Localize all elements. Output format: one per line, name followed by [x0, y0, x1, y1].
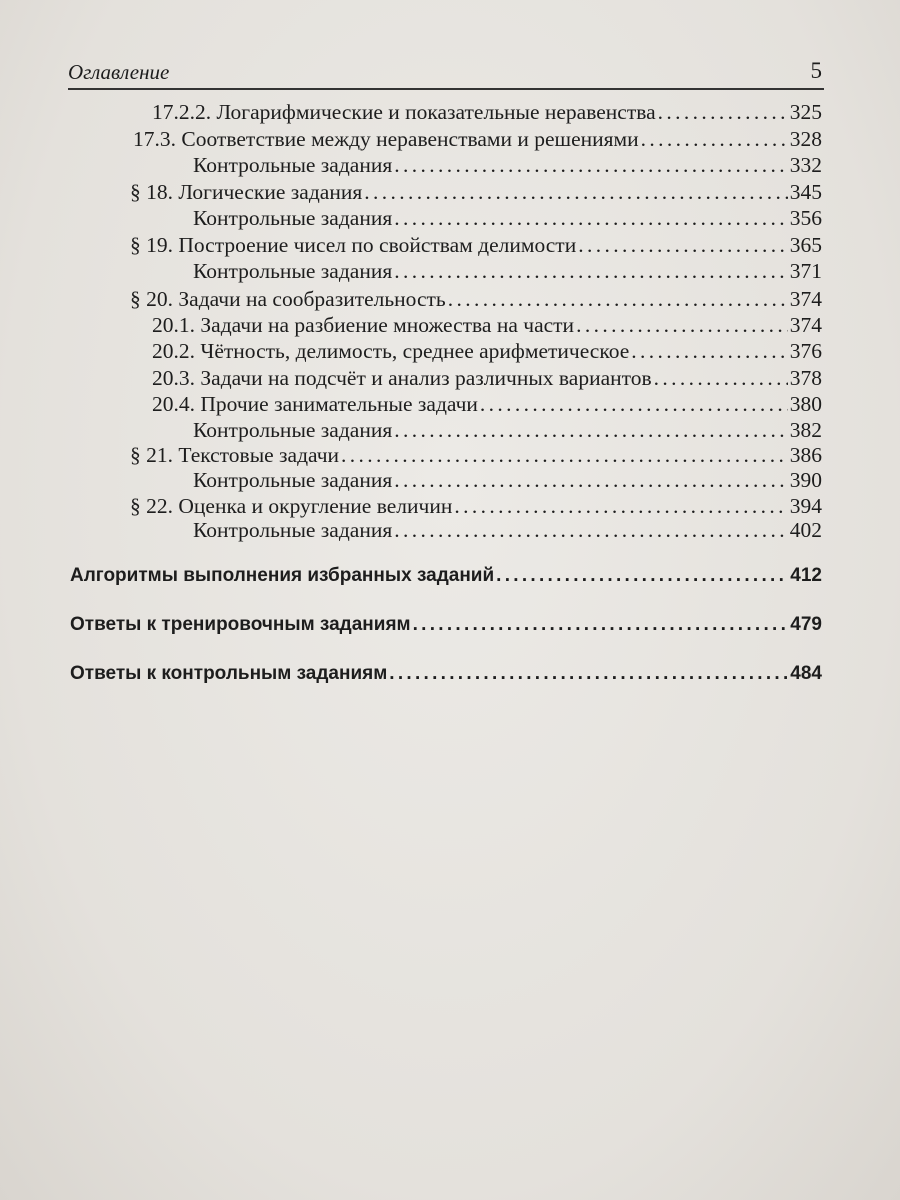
toc-major-entry — [70, 663, 822, 689]
toc-page: 394 — [789, 494, 822, 518]
dot-leader — [631, 339, 787, 364]
dot-leader — [394, 206, 788, 231]
toc-entry — [152, 392, 822, 418]
toc-page: 332 — [789, 153, 822, 177]
page-number: 5 — [810, 58, 822, 83]
dot-leader — [364, 180, 788, 205]
toc-page: 356 — [789, 206, 822, 230]
toc-entry — [193, 468, 822, 494]
toc-page: 371 — [789, 259, 822, 283]
toc-page: 479 — [790, 614, 822, 635]
toc-page: 484 — [790, 663, 822, 684]
toc-page: 376 — [789, 339, 822, 363]
toc-page: 378 — [789, 366, 822, 390]
toc-label: Контрольные задания — [193, 518, 393, 542]
running-header — [68, 58, 824, 90]
toc-page: 325 — [789, 100, 822, 124]
toc-label: Ответы к контрольным заданиям — [70, 663, 388, 684]
toc-page: 390 — [789, 468, 822, 492]
toc-page: 345 — [789, 180, 822, 204]
toc-page: 382 — [789, 418, 822, 442]
toc-entry — [130, 233, 822, 259]
toc-label: § 21. Текстовые задачи — [130, 443, 340, 467]
dot-leader — [658, 100, 788, 125]
dot-leader — [454, 494, 787, 519]
dot-leader — [480, 392, 788, 417]
toc-entry — [152, 100, 822, 126]
dot-leader — [576, 313, 788, 338]
dot-leader — [413, 614, 789, 636]
dot-leader — [394, 518, 788, 543]
toc-page: 374 — [789, 287, 822, 311]
toc-label: § 22. Оценка и округление величин — [130, 494, 453, 518]
toc-label: § 19. Построение чисел по свойствам делимости — [130, 233, 577, 257]
toc-page: 402 — [789, 518, 822, 542]
dot-leader — [394, 259, 788, 284]
dot-leader — [654, 366, 788, 391]
toc-entry — [130, 287, 822, 313]
toc-label: Контрольные задания — [193, 468, 393, 492]
toc-page: 386 — [789, 443, 822, 467]
toc-label: § 18. Логические задания — [130, 180, 363, 204]
toc-page: 365 — [789, 233, 822, 257]
toc-label: Ответы к тренировочным заданиям — [70, 614, 411, 635]
toc-entry — [152, 313, 822, 339]
dot-leader — [641, 127, 788, 152]
toc-entry — [193, 418, 822, 444]
toc-label: 17.3. Соответствие между неравенствами и решениями — [133, 127, 639, 151]
toc-label: 20.3. Задачи на подсчёт и анализ различных вариантов — [152, 366, 652, 390]
toc-label: 20.2. Чётность, делимость, среднее арифметическое — [152, 339, 630, 363]
toc-entry — [193, 153, 822, 179]
toc-entry — [130, 443, 822, 469]
toc-page: 328 — [789, 127, 822, 151]
toc-label: 20.4. Прочие занимательные задачи — [152, 392, 478, 416]
header-title: Оглавление — [68, 60, 170, 84]
toc-label: Контрольные задания — [193, 153, 393, 177]
dot-leader — [389, 663, 788, 685]
dot-leader — [394, 153, 788, 178]
toc-label: 20.1. Задачи на разбиение множества на части — [152, 313, 575, 337]
toc-entry — [130, 180, 822, 206]
dot-leader — [394, 418, 788, 443]
toc-entry — [193, 259, 822, 285]
dot-leader — [578, 233, 788, 258]
toc-entry — [130, 494, 822, 520]
toc-page: 380 — [789, 392, 822, 416]
toc-entry — [152, 339, 822, 365]
toc-entry — [193, 206, 822, 232]
toc-major-entry — [70, 565, 822, 591]
dot-leader — [448, 287, 788, 312]
dot-leader — [394, 468, 788, 493]
toc-entry — [193, 518, 822, 544]
toc-label: § 20. Задачи на сообразительность — [130, 287, 446, 311]
toc-label: Контрольные задания — [193, 418, 393, 442]
toc-label: Контрольные задания — [193, 259, 393, 283]
toc-page: 412 — [790, 565, 822, 586]
toc-entry — [133, 127, 822, 153]
toc-label: 17.2.2. Логарифмические и показательные неравенства — [152, 100, 656, 124]
dot-leader — [496, 565, 788, 587]
toc-label: Контрольные задания — [193, 206, 393, 230]
toc-major-entry — [70, 614, 822, 640]
toc-label: Алгоритмы выполнения избранных заданий — [70, 565, 495, 586]
toc-page: 374 — [789, 313, 822, 337]
dot-leader — [341, 443, 788, 468]
toc-entry — [152, 366, 822, 392]
